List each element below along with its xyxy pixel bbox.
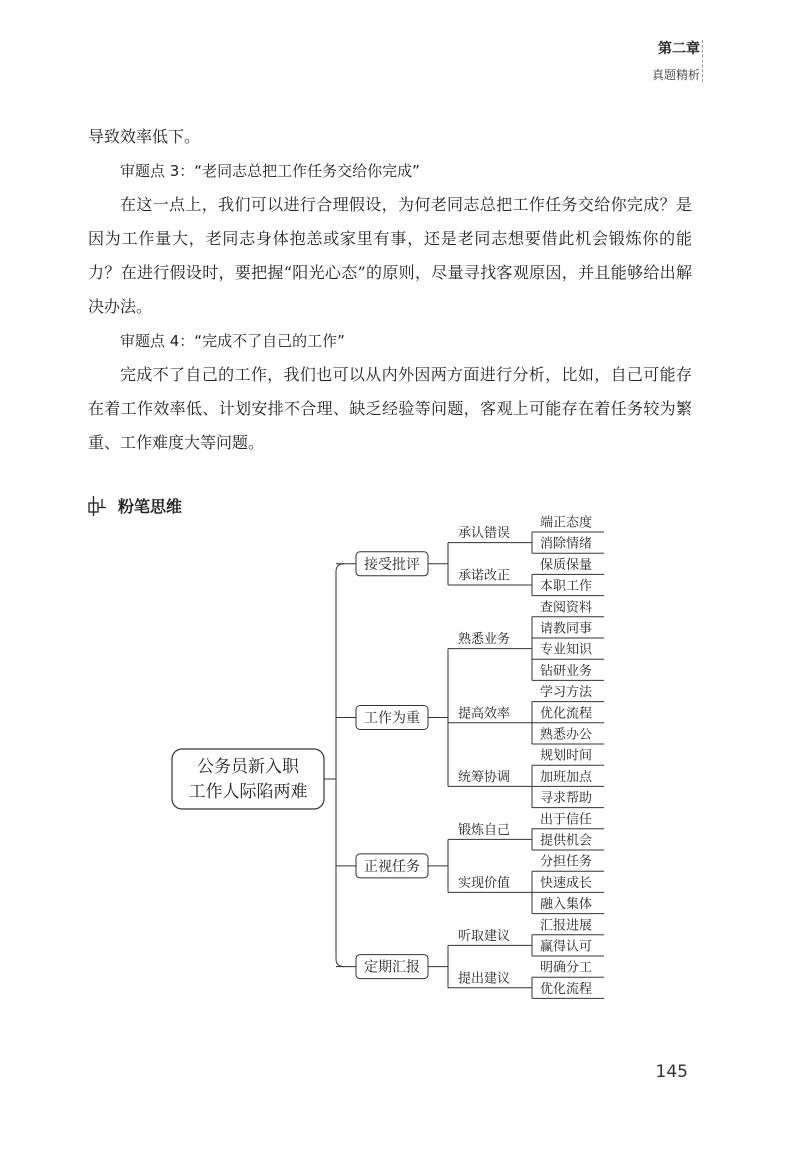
body-text <box>88 120 692 460</box>
leaf-node: 熟悉办公 <box>540 727 593 743</box>
leaf-node: 保质保量 <box>540 557 593 573</box>
leaf-node: 本职工作 <box>540 579 593 595</box>
section-title: 粉笔思维 <box>118 497 183 516</box>
chapter-title: 第二章 <box>658 41 700 57</box>
branch-label: 定期汇报 <box>364 959 420 976</box>
sub-branch-node: 承认错误 <box>458 526 511 542</box>
leaf-node: 明确分工 <box>540 960 593 976</box>
leaf-node: 消除情绪 <box>540 536 593 552</box>
leaf-node: 请教同事 <box>540 621 593 637</box>
paragraph: 导致效率低下。 <box>88 127 201 146</box>
review-point-4: 审题点 4：“完成不了自己的工作” <box>120 332 345 350</box>
leaf-node: 端正态度 <box>540 515 593 531</box>
sub-branch-node: 熟悉业务 <box>458 632 511 648</box>
leaf-node: 优化流程 <box>540 706 593 722</box>
leaf-node: 出于信任 <box>540 812 593 828</box>
branch-label: 正视任务 <box>364 858 420 875</box>
leaf-node: 赢得认可 <box>540 939 593 955</box>
sub-branch-node: 统筹协调 <box>458 769 511 785</box>
leaf-node: 优化流程 <box>540 981 593 997</box>
leaf-node: 汇报进展 <box>540 918 593 934</box>
sub-branch-node: 实现价值 <box>458 875 511 891</box>
leaf-node: 查阅资料 <box>540 600 593 616</box>
paragraph: 完成不了自己的工作，我们也可以从内外因两方面进行分析，比如，自己可能存在着工作效率低、计划安排不合理、缺乏经验等问题，客观上可能存在着任务较为繁重、工作难度大等问题。 <box>88 365 692 452</box>
main-trunk <box>336 564 344 967</box>
sub-branch-node: 听取建议 <box>458 928 511 944</box>
leaf-node: 钻研业务 <box>540 663 593 679</box>
leaf-node: 学习方法 <box>540 685 593 701</box>
section-name: 真题精析 <box>651 68 700 82</box>
leaf-node: 提供机会 <box>540 833 593 849</box>
review-point-3: 审题点 3：“老同志总把工作任务交给你完成” <box>120 162 420 180</box>
mindmap-diagram <box>0 515 800 1035</box>
sub-branch-node: 提出建议 <box>458 971 511 987</box>
leaf-node: 专业知识 <box>540 642 593 658</box>
page-number: 145 <box>655 1062 688 1082</box>
running-header <box>652 38 700 83</box>
leaf-node: 规划时间 <box>540 748 593 764</box>
branch-label: 接受批评 <box>364 556 420 573</box>
root-label: 公务员新入职 <box>197 757 299 777</box>
section-heading <box>88 494 182 517</box>
leaf-node: 分担任务 <box>540 854 593 870</box>
leaf-node: 寻求帮助 <box>540 791 593 807</box>
leaf-node: 快速成长 <box>540 875 593 891</box>
sub-branch-node: 提高效率 <box>458 706 511 722</box>
leaf-node: 加班加点 <box>540 769 593 785</box>
paragraph: 在这一点上，我们可以进行合理假设，为何老同志总把工作任务交给你完成？是因为工作量大，老同志身体抱恙或家里有事，还是老同志想要借此机会锻炼你的能力？在进行假设时，要把握“阳光心态”的原则，尽量寻找客观原因，并且能够给出解决办法。 <box>88 195 692 316</box>
root-label: 工作人际陷两难 <box>188 782 308 802</box>
sub-branch-node: 锻炼自己 <box>458 822 511 838</box>
mindmap-icon <box>88 495 108 517</box>
leaf-node: 融入集体 <box>540 897 593 913</box>
branch-label: 工作为重 <box>364 710 420 727</box>
sub-branch-node: 承诺改正 <box>458 568 511 584</box>
header-divider <box>702 40 703 82</box>
